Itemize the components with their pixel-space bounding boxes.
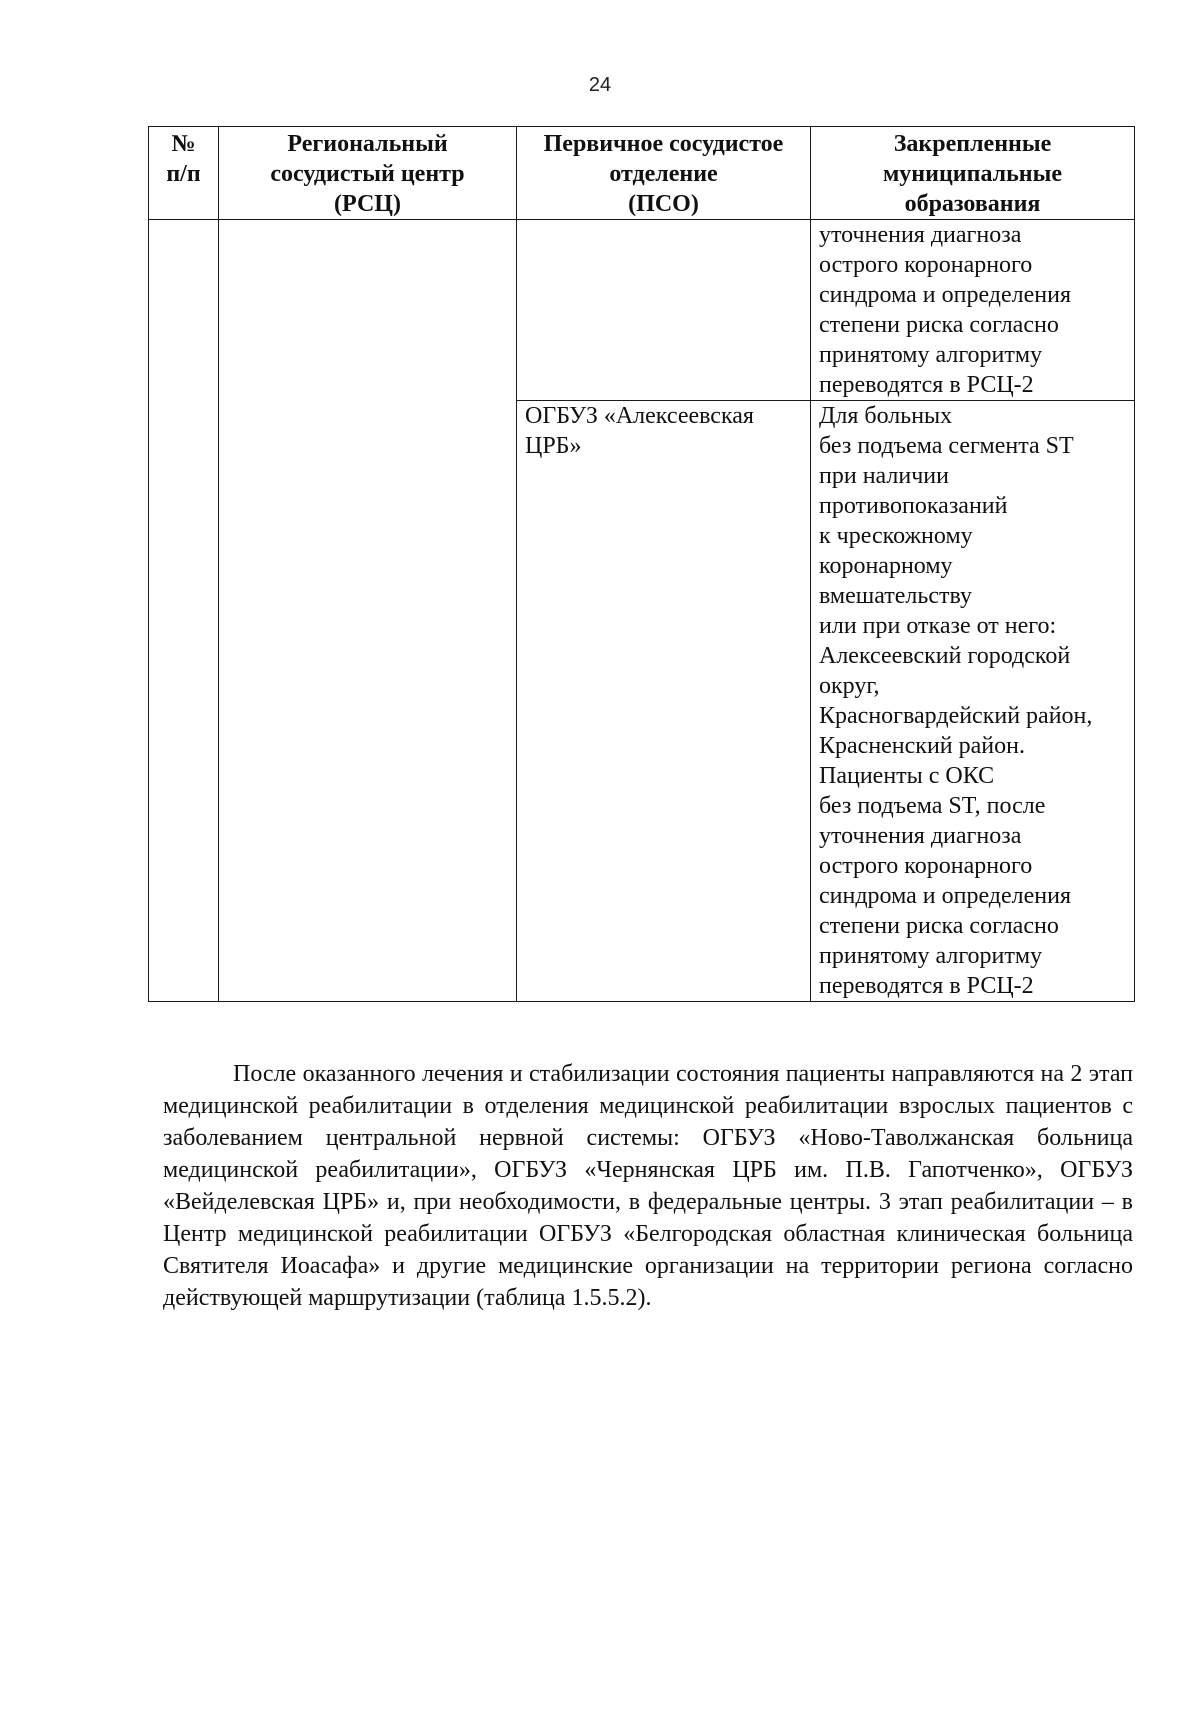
table-header-row <box>149 127 1135 220</box>
text-line: коронарному <box>819 553 953 579</box>
text-line: вмешательству <box>819 583 972 609</box>
text-line: Красногвардейский район, <box>819 703 1093 729</box>
cell-regional-center <box>219 220 517 1002</box>
body-paragraph: После оказанного лечения и стабилизации состояния пациенты направляются на 2 этап медицинской реабилитации в отделения медицинской реабилитации взрослых пациентов с заболеванием центральной нервной системы: ОГБУЗ «Ново-Таволжанская больница медицинской реабилитации», ОГБУЗ «Чернянская ЦРБ им. П.В. Гапотченко», ОГБУЗ «Вейделевская ЦРБ» и, при необходимости, в федеральные центры. 3 этап реабилитации – в Центр медицинской реабилитации ОГБУЗ «Белгородская областная клиническая больница Святителя Иоасафа» и другие медицинские организации на территории региона согласно действующей маршрутизации (таблица 1.5.5.2). <box>163 1061 1133 1311</box>
text-line: к чрескожному <box>819 523 973 549</box>
text-line: без подъема ST, после <box>819 793 1046 819</box>
text-line: или при отказе от него: <box>819 613 1057 639</box>
header-municipalities-line: Закрепленные <box>893 131 1052 157</box>
header-number <box>149 127 219 220</box>
text-line: степени риска согласно <box>819 312 1059 338</box>
header-municipalities <box>811 127 1135 220</box>
text-line: при наличии <box>819 463 949 489</box>
text-line: синдрома и определения <box>819 883 1072 909</box>
header-regional-center-line: (РСЦ) <box>334 191 401 217</box>
header-number-line: п/п <box>166 161 201 187</box>
header-number-line: № <box>171 131 196 157</box>
header-primary-department <box>517 127 811 220</box>
table-row <box>149 220 1135 401</box>
text-line: принятому алгоритму <box>819 342 1043 368</box>
header-primary-department-line: отделение <box>609 161 718 187</box>
text-line: без подъема сегмента ST <box>819 433 1074 459</box>
header-municipalities-line: муниципальные <box>882 161 1063 187</box>
header-primary-department-line: (ПСО) <box>628 191 699 217</box>
cell-primary-department <box>517 401 811 1002</box>
header-primary-department-line: Первичное сосудистое <box>543 131 784 157</box>
text-line: острого коронарного <box>819 252 1033 278</box>
text-line: Для больных <box>819 403 953 429</box>
text-line: округ, <box>819 673 880 699</box>
text-line: уточнения диагноза <box>819 823 1022 849</box>
header-regional-center-line: сосудистый центр <box>270 161 465 187</box>
text-line: Красненский район. <box>819 733 1025 759</box>
cell-municipalities <box>811 220 1135 401</box>
header-municipalities-line: образования <box>904 191 1041 217</box>
cell-municipalities <box>811 401 1135 1002</box>
page-number: 24 <box>588 74 612 96</box>
text-line: уточнения диагноза <box>819 222 1022 248</box>
text-line: ОГБУЗ «Алексеевская <box>525 403 754 429</box>
text-line: синдрома и определения <box>819 282 1072 308</box>
text-line: ЦРБ» <box>525 433 582 459</box>
text-line: Пациенты с ОКС <box>819 763 995 789</box>
header-regional-center <box>219 127 517 220</box>
text-line: Алексеевский городской <box>819 643 1071 669</box>
cell-number <box>149 220 219 1002</box>
text-line: степени риска согласно <box>819 913 1059 939</box>
cell-primary-department <box>517 220 811 401</box>
text-line: противопоказаний <box>819 493 1008 519</box>
routing-table <box>148 126 1135 1002</box>
text-line: принятому алгоритму <box>819 943 1043 969</box>
text-line: переводятся в РСЦ-2 <box>819 973 1034 999</box>
text-line: переводятся в РСЦ-2 <box>819 372 1034 398</box>
text-line: острого коронарного <box>819 853 1033 879</box>
header-regional-center-line: Региональный <box>287 131 448 157</box>
